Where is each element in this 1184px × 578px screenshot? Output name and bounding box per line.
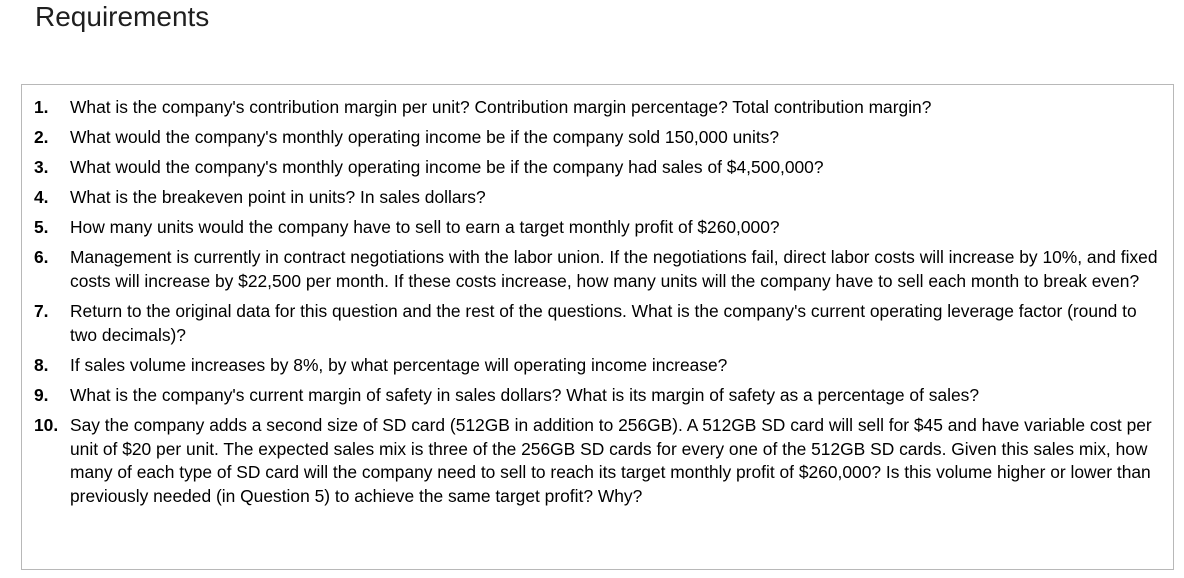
requirement-text: What is the company's current margin of safety in sales dollars? What is its margin of safety as a percentage of sales? (70, 384, 980, 405)
requirement-item-8 (34, 354, 1162, 378)
requirement-item-6 (34, 246, 1162, 293)
requirements-list (34, 96, 1162, 515)
requirement-item-2 (34, 126, 1162, 150)
requirement-text: Management is currently in contract negotiations with the labor union. If the negotiations fail, direct labor costs will increase by 10%, and fixed costs will increase by $22,500 per month. If these costs increase, how many units will the company have to sell each month to break even? (70, 247, 1158, 292)
requirement-text: If sales volume increases by 8%, by what percentage will operating income increase? (70, 354, 728, 375)
requirement-item-4 (34, 186, 1162, 210)
requirement-item-7 (34, 300, 1162, 347)
requirement-item-1 (34, 96, 1162, 120)
requirement-text: How many units would the company have to sell to earn a target monthly profit of $260,000? (70, 217, 780, 238)
requirement-number: 3. (34, 157, 49, 178)
requirement-number: 9. (34, 384, 49, 405)
requirement-text: What is the breakeven point in units? In sales dollars? (70, 187, 486, 208)
requirement-number: 10. (34, 415, 59, 436)
requirement-number: 7. (34, 301, 49, 322)
requirement-number: 6. (34, 247, 49, 268)
requirement-number: 1. (34, 97, 49, 117)
requirement-text: Say the company adds a second size of SD card (512GB in addition to 256GB). A 512GB SD card will sell for $45 and have variable cost per unit of $20 per unit. The expected sales mix is three of the 256GB SD cards for every one of the 512GB SD cards. Given this sales mix, how many of each type of SD card will the company need to sell to reach its target monthly profit of $260,000? Is this volume higher or lower than previously needed (in Question 5) to achieve the same target profit? Why? (70, 415, 1152, 506)
page-title: Requirements (35, 1, 210, 32)
requirement-item-10 (34, 414, 1162, 508)
requirement-text: What would the company's monthly operating income be if the company had sales of $4,500,000? (70, 157, 824, 178)
requirement-number: 4. (34, 187, 49, 208)
requirement-number: 2. (34, 127, 49, 148)
requirement-item-5 (34, 216, 1162, 240)
requirement-text: What would the company's monthly operating income be if the company sold 150,000 units? (70, 127, 780, 148)
requirement-text: Return to the original data for this question and the rest of the questions. What is the company's current operating leverage factor (round to two decimals)? (70, 301, 1137, 345)
requirement-number: 5. (34, 217, 49, 238)
requirements-panel (21, 84, 1174, 570)
requirement-item-9 (34, 384, 1162, 408)
requirement-item-3 (34, 156, 1162, 180)
requirement-text: What is the company's contribution margin per unit? Contribution margin percentage? Total contribution margin? (70, 97, 932, 117)
requirement-number: 8. (34, 354, 49, 375)
